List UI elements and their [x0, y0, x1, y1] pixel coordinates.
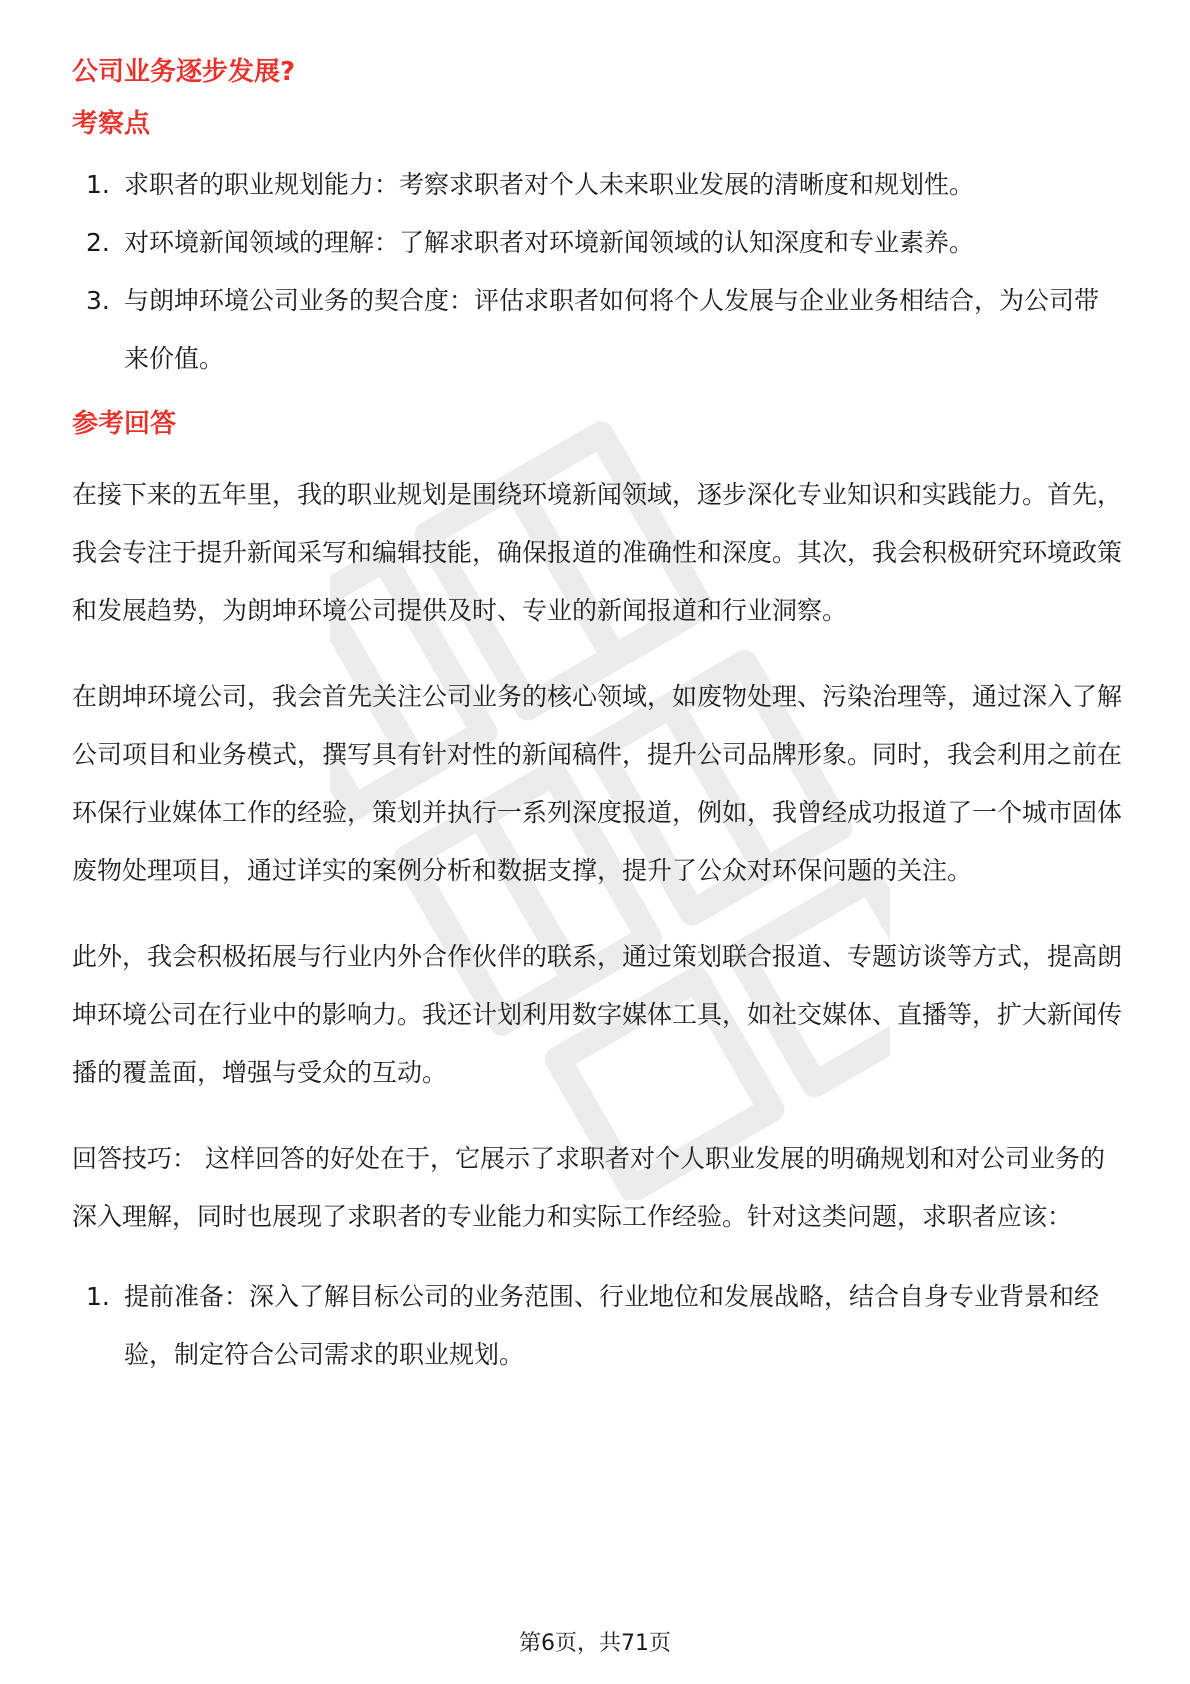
answer-paragraph: 在接下来的五年里，我的职业规划是围绕环境新闻领域，逐步深化专业知识和实践能力。首先，我会专注于提升新闻采写和编辑技能，确保报道的准确性和深度。其次，我会积极研究环境政策和发展趋势，为朗坤环境公司提供及时、专业的新闻报道和行业洞察。: [72, 480, 1123, 625]
list-item: 1. 提前准备：深入了解目标公司的业务范围、行业地位和发展战略，结合自身专业背景和经验，制定符合公司需求的职业规划。: [86, 1282, 1100, 1369]
section-heading-assessment: 考察点: [72, 109, 151, 139]
section-heading-reference-answer: 参考回答: [72, 409, 177, 439]
answer-tips-paragraph: 回答技巧： 这样回答的好处在于，它展示了求职者对个人职业发展的明确规划和对公司业务的深入理解，同时也展现了求职者的专业能力和实际工作经验。针对这类问题，求职者应该：: [72, 1144, 1105, 1231]
list-item: 3. 与朗坤环境公司业务的契合度：评估求职者如何将个人发展与企业业务相结合，为公司带来价值。: [86, 286, 1100, 373]
document-content: [72, 44, 1122, 1384]
answer-paragraph: 在朗坤环境公司，我会首先关注公司业务的核心领域，如废物处理、污染治理等，通过深入了解公司项目和业务模式，撰写具有针对性的新闻稿件，提升公司品牌形象。同时，我会利用之前在环保行业媒体工作的经验，策划并执行一系列深度报道，例如，我曾经成功报道了一个城市固体废物处理项目，通过详实的案例分析和数据支撑，提升了公众对环保问题的关注。: [72, 682, 1123, 885]
answer-paragraph: 此外，我会积极拓展与行业内外合作伙伴的联系，通过策划联合报道、专题访谈等方式，提高朗坤环境公司在行业中的影响力。我还计划利用数字媒体工具，如社交媒体、直播等，扩大新闻传播的覆盖面，增强与受众的互动。: [72, 942, 1123, 1087]
tips-list: [72, 1268, 1122, 1384]
list-item: 2. 对环境新闻领域的理解：了解求职者对环境新闻领域的认知深度和专业素养。: [86, 228, 975, 257]
list-item: 1. 求职者的职业规划能力：考察求职者对个人未来职业发展的清晰度和规划性。: [86, 170, 975, 199]
assessment-list: [72, 156, 1122, 388]
page-number-footer: 第6页，共71页: [519, 1631, 671, 1656]
page-title: 公司业务逐步发展?: [72, 57, 296, 87]
